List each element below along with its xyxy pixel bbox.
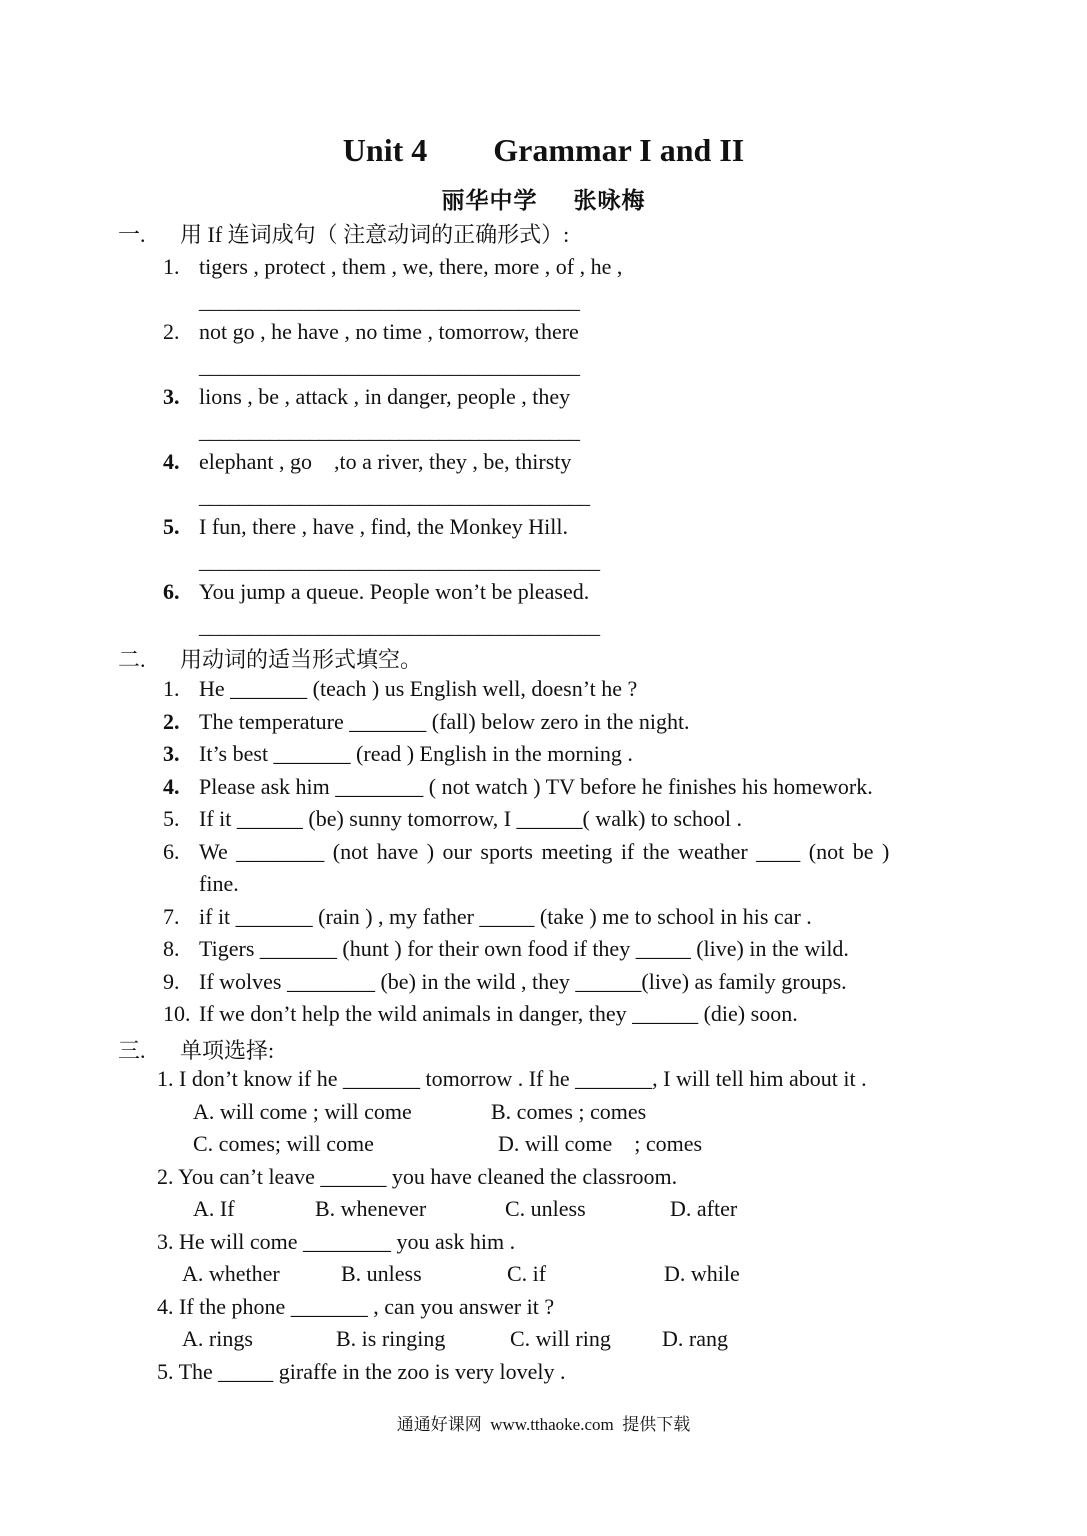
s3-q4-option-a[interactable]: A. rings [182,1326,253,1351]
s3-q3-option-c[interactable]: C. if [507,1261,547,1286]
s3-q2-option-b[interactable]: B. whenever [315,1196,427,1221]
s3-q1-option-b[interactable]: B. comes ; comes [491,1099,647,1124]
s1-item-4: 4. elephant , go ,to a river, they , be, thirsty [163,449,572,474]
title-unit: Unit 4 [342,132,428,168]
s1-item-2: 2. not go , he have , no time , tomorrow, there [163,319,579,344]
s1-answer-line-3[interactable]: ______________________________________ [199,418,579,443]
s3-q3-option-d[interactable]: D. while [664,1261,740,1286]
s3-q4-option-c[interactable]: C. will ring [510,1326,611,1351]
page-subtitle [0,182,1087,215]
s1-answer-line-1[interactable]: ______________________________________ [199,288,579,313]
s1-item-3: 3. lions , be , attack , in danger, people , they [163,384,571,409]
s3-q4-option-d[interactable]: D. rang [662,1326,728,1351]
s3-q4-option-b[interactable]: B. is ringing [336,1326,446,1351]
page-footer: 通通好课网 www.tthaoke.com 提供下载 [396,1415,691,1434]
s2-item-5: 5. If it ______ (be) sunny tomorrow, I ______( walk) to school . [163,806,742,831]
s2-item-8: 8. Tigers _______ (hunt ) for their own food if they _____ (live) in the wild. [163,936,849,961]
author-name: 张咏梅 [573,188,646,213]
s2-item-6: 6. We ________ (not have ) our sports meeting if the weather ____ (not be ) [163,839,890,864]
s2-item-10: 10. If we don’t help the wild animals in danger, they ______ (die) soon. [163,1001,798,1026]
s3-q2-option-c[interactable]: C. unless [505,1196,586,1221]
s1-item-6: 6. You jump a queue. People won’t be pleased. [163,579,590,604]
section-2-number: 二. [118,647,146,672]
s2-item-2: 2. The temperature _______ (fall) below zero in the night. [163,709,690,734]
s3-q5-stem: 5. The _____ giraffe in the zoo is very lovely . [157,1359,566,1384]
s3-q2-option-a[interactable]: A. If [193,1196,235,1221]
s3-q3-stem: 3. He will come ________ you ask him . [157,1229,516,1254]
s2-item-1: 1. He _______ (teach ) us English well, doesn’t he ? [163,676,638,701]
section-3-number: 三. [118,1038,146,1063]
section-3-heading [118,1034,274,1065]
section-2-heading [118,643,422,674]
section-1-number: 一. [118,222,146,247]
section-2-instruction: 用动词的适当形式填空。 [180,647,423,672]
s2-item-4: 4. Please ask him ________ ( not watch ) TV before he finishes his homework. [163,774,873,799]
title-topic: Grammar I and II [493,132,745,168]
page-title [0,132,1087,169]
s2-item-9: 9. If wolves ________ (be) in the wild , they ______(live) as family groups. [163,969,847,994]
s1-answer-line-2[interactable]: ______________________________________ [199,353,579,378]
s1-answer-line-5[interactable]: ________________________________________ [199,548,599,573]
s3-q1-option-a[interactable]: A. will come ; will come [193,1099,412,1124]
s2-item-7: 7. if it _______ (rain ) , my father _____ (take ) me to school in his car . [163,904,812,929]
s3-q4-stem: 4. If the phone _______ , can you answer it ? [157,1294,555,1319]
s3-q1-stem: 1. I don’t know if he _______ tomorrow . If he _______, I will tell him about it . [157,1066,867,1091]
s1-item-1: 1. tigers , protect , them , we, there, more , of , he , [163,254,623,279]
school-name: 丽华中学 [441,188,538,213]
s2-item-6-continued: fine. [199,871,239,896]
s3-q1-option-d[interactable]: D. will come ; comes [498,1131,703,1156]
s1-answer-line-4[interactable]: _______________________________________ [199,483,589,508]
s3-q1-option-c[interactable]: C. comes; will come [193,1131,374,1156]
s1-answer-line-6[interactable]: ________________________________________ [199,613,599,638]
s3-q2-option-d[interactable]: D. after [670,1196,738,1221]
s3-q3-option-a[interactable]: A. whether [182,1261,280,1286]
s1-item-5: 5. I fun, there , have , find, the Monkey Hill. [163,514,569,539]
s2-item-3: 3. It’s best _______ (read ) English in the morning . [163,741,633,766]
s3-q3-option-b[interactable]: B. unless [341,1261,422,1286]
section-1-heading [118,218,569,249]
s3-q2-stem: 2. You can’t leave ______ you have cleaned the classroom. [157,1164,678,1189]
section-1-instruction: 用 If 连词成句（ 注意动词的正确形式）: [180,222,570,247]
section-3-instruction: 单项选择: [180,1038,275,1063]
